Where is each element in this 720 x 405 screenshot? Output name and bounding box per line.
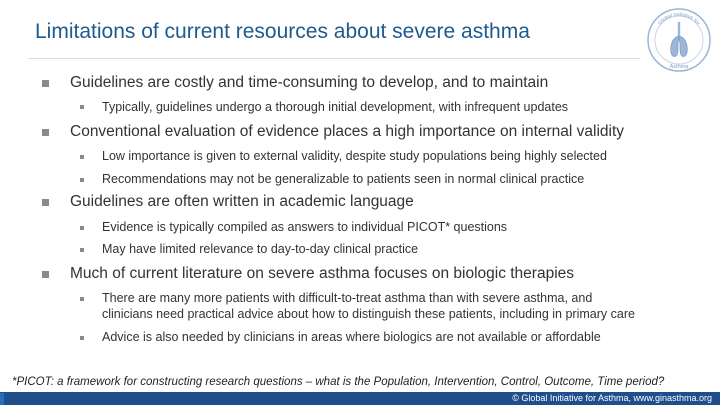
sub-bullet-text: Advice is also needed by clinicians in areas where biologics are not available or affordable	[102, 330, 601, 344]
sub-bullet-marker	[80, 297, 84, 301]
bullet-marker	[42, 80, 49, 87]
sub-bullet-text: Evidence is typically compiled as answers to individual PICOT* questions	[102, 220, 508, 234]
sub-bullet-text: Typically, guidelines undergo a thorough initial development, with infrequent updates	[102, 100, 569, 114]
sub-bullet-marker	[80, 178, 84, 182]
bullet-text: Conventional evaluation of evidence places a high importance on internal validity	[70, 123, 625, 140]
sub-bullet-marker	[80, 248, 84, 252]
bullet-text: Much of current literature on severe asthma focuses on biologic therapies	[70, 265, 575, 282]
sub-bullet-text: clinicians need practical advice about how to distinguish these patients, including in primary care	[102, 307, 635, 321]
bullet-text: Guidelines are often written in academic language	[70, 193, 414, 210]
sub-bullet-marker	[80, 336, 84, 340]
sub-bullet-text: May have limited relevance to day-to-day clinical practice	[102, 242, 419, 256]
sub-bullet-text: Low importance is given to external validity, despite study populations being highly selected	[102, 149, 607, 163]
bullet-marker	[42, 129, 49, 136]
footer-accent	[0, 393, 4, 405]
sub-bullet-marker	[80, 226, 84, 230]
bullet-marker	[42, 271, 49, 278]
slide-title: Limitations of current resources about severe asthma	[35, 20, 530, 43]
bullet-marker	[42, 199, 49, 206]
logo-text-top: Global Initiative for	[657, 11, 701, 27]
footer-copyright: © Global Initiative for Asthma, www.ginasthma.org	[512, 393, 712, 403]
footer-bar	[0, 392, 720, 405]
logo-text-bottom: Asthma	[669, 64, 689, 70]
sub-bullet-text: Recommendations may not be generalizable to patients seen in normal clinical practice	[102, 172, 585, 186]
sub-bullet-text: There are many more patients with difficult-to-treat asthma than with severe asthma, and	[102, 291, 593, 305]
sub-bullet-marker	[80, 105, 84, 109]
sub-bullet-marker	[80, 155, 84, 159]
picot-footnote: *PICOT: a framework for constructing research questions – what is the Population, Intervention, Control, Outcome, Time period?	[12, 376, 665, 388]
bullet-text: Guidelines are costly and time-consuming to develop, and to maintain	[70, 74, 549, 91]
